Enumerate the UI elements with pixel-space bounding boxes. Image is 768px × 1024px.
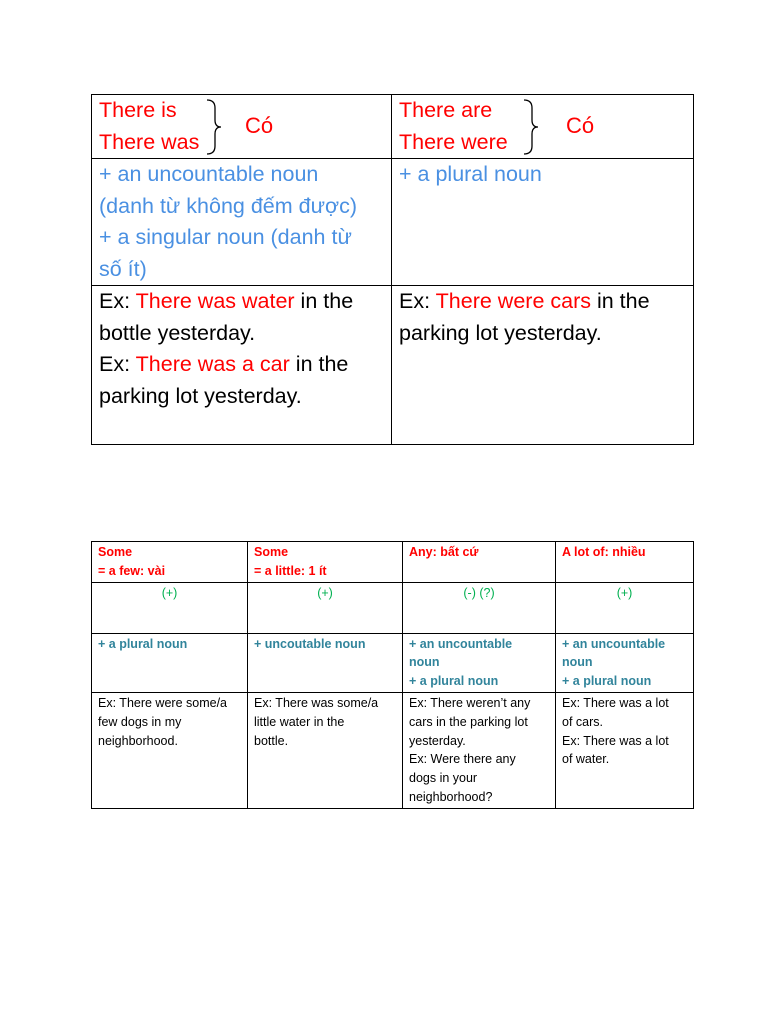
header-line: There is [99, 98, 177, 122]
example-highlight: There was water [135, 289, 295, 313]
noun-cell [556, 633, 694, 692]
example-line: little water in the [254, 714, 345, 729]
header-line: = a little: 1 ít [254, 563, 327, 578]
example-line: neighborhood. [98, 733, 178, 748]
co-label: Có [566, 113, 595, 138]
sign-cell: (+) [556, 582, 694, 633]
example-line [99, 349, 384, 381]
noun-cell [92, 633, 248, 692]
example-line [399, 286, 686, 318]
co-label: Có [245, 113, 274, 138]
noun-line: noun [562, 655, 593, 670]
quantifier-header-some-few [92, 542, 248, 583]
example-line: parking lot yesterday. [99, 383, 302, 408]
example-prefix: Ex: [99, 289, 136, 313]
sign-cell: (+) [248, 582, 403, 633]
right-curly-brace-icon [205, 98, 223, 156]
example-line: parking lot yesterday. [399, 320, 602, 345]
sign-cell: (-) (?) [403, 582, 556, 633]
example-line [99, 286, 384, 318]
example-cell [248, 692, 403, 808]
example-rest: in the [294, 289, 354, 313]
header-line: Some [254, 545, 289, 559]
example-line: yesterday. [409, 733, 466, 748]
example-prefix: Ex: [99, 352, 136, 376]
noun-line: + an uncountable [562, 636, 666, 651]
noun-line: + a singular noun (danh từ [99, 225, 352, 249]
example-line: cars in the parking lot [409, 714, 528, 729]
example-line: of cars. [562, 714, 603, 729]
noun-line: (danh từ không đếm được) [99, 193, 358, 218]
example-line: bottle yesterday. [99, 320, 256, 345]
example-prefix: Ex: [399, 289, 436, 313]
header-line: = a few: vài [98, 563, 166, 578]
example-line: Ex: There was some/a [254, 695, 379, 710]
example-cell [556, 692, 694, 808]
example-rest: in the [591, 289, 650, 313]
example-cell [403, 692, 556, 808]
noun-type-cell-right [392, 159, 694, 286]
example-line: Ex: There was a lot [562, 695, 669, 710]
example-cell [92, 692, 248, 808]
header-line: Any: bất cứ [409, 545, 479, 559]
example-line: few dogs in my [98, 714, 182, 729]
example-line: Ex: There weren’t any [409, 695, 531, 710]
example-line: of water. [562, 752, 610, 767]
example-line: Ex: Were there any [409, 752, 516, 767]
header-there-are-were [392, 95, 694, 159]
there-is-are-table [91, 94, 694, 445]
noun-type-cell-left [92, 159, 392, 286]
example-line: bottle. [254, 733, 289, 748]
example-line: neighborhood? [409, 789, 493, 804]
example-rest: in the [289, 352, 349, 376]
noun-line: + a plural noun [562, 674, 652, 689]
noun-line: noun [409, 655, 440, 670]
noun-line: + uncoutable noun [254, 636, 366, 651]
header-line: There were [399, 129, 508, 154]
noun-cell [248, 633, 403, 692]
quantifier-header-a-lot-of [556, 542, 694, 583]
noun-cell [403, 633, 556, 692]
header-line: There are [399, 98, 493, 122]
example-cell-left [92, 286, 392, 445]
example-cell-right [392, 286, 694, 445]
quantifier-header-any [403, 542, 556, 583]
noun-line: + an uncountable [409, 636, 513, 651]
header-line: A lot of: nhiều [562, 545, 646, 559]
noun-line: + a plural noun [409, 674, 499, 689]
example-line: Ex: There was a lot [562, 733, 669, 748]
example-highlight: There were cars [435, 289, 591, 313]
quantifier-header-some-little [248, 542, 403, 583]
noun-line: + an uncountable noun [99, 162, 319, 186]
noun-line: + a plural noun [399, 162, 542, 186]
noun-line: số ít) [99, 256, 147, 281]
noun-line: + a plural noun [98, 636, 188, 651]
example-highlight: There was a car [135, 352, 290, 376]
sign-cell: (+) [92, 582, 248, 633]
header-there-is-was [92, 95, 392, 159]
quantifier-table [91, 541, 694, 809]
header-line: There was [99, 129, 200, 154]
example-line: dogs in your [409, 771, 478, 786]
example-line: Ex: There were some/a [98, 695, 227, 710]
header-line: Some [98, 545, 133, 559]
right-curly-brace-icon [522, 98, 540, 156]
